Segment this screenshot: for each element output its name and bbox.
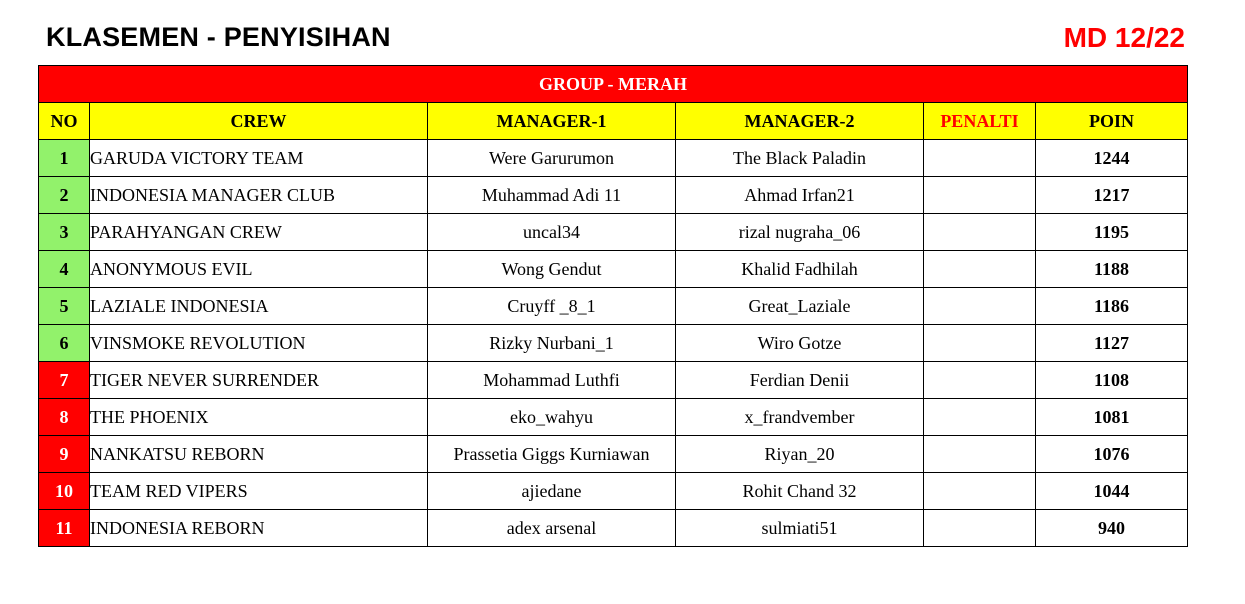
manager-2-cell: Khalid Fadhilah [676,251,924,288]
rank-cell: 6 [39,325,90,362]
manager-1-cell: Were Garurumon [428,140,676,177]
rank-cell: 11 [39,510,90,547]
table-row [39,214,1188,251]
rank-cell: 9 [39,436,90,473]
manager-2-cell: The Black Paladin [676,140,924,177]
points-cell: 1186 [1036,288,1188,325]
manager-1-cell: ajiedane [428,473,676,510]
penalty-cell [924,288,1036,325]
penalty-cell [924,140,1036,177]
manager-2-cell: Great_Laziale [676,288,924,325]
crew-name-cell: TIGER NEVER SURRENDER [90,362,428,399]
crew-name-cell: NANKATSU REBORN [90,436,428,473]
table-row [39,436,1188,473]
points-cell: 1188 [1036,251,1188,288]
manager-1-cell: Cruyff _8_1 [428,288,676,325]
column-header-penalty: PENALTI [924,103,1036,140]
column-header-no: NO [39,103,90,140]
penalty-cell [924,214,1036,251]
table-row [39,177,1188,214]
crew-name-cell: TEAM RED VIPERS [90,473,428,510]
points-cell: 1195 [1036,214,1188,251]
points-cell: 1217 [1036,177,1188,214]
crew-name-cell: LAZIALE INDONESIA [90,288,428,325]
penalty-cell [924,177,1036,214]
rank-cell: 8 [39,399,90,436]
column-header-points: POIN [1036,103,1188,140]
points-cell: 1076 [1036,436,1188,473]
standings-body [39,140,1188,547]
penalty-cell [924,251,1036,288]
page-title: KLASEMEN - PENYISIHAN [46,22,391,52]
crew-name-cell: INDONESIA REBORN [90,510,428,547]
penalty-cell [924,325,1036,362]
table-row [39,473,1188,510]
table-row [39,325,1188,362]
manager-1-cell: Rizky Nurbani_1 [428,325,676,362]
manager-2-cell: x_frandvember [676,399,924,436]
rank-cell: 5 [39,288,90,325]
penalty-cell [924,436,1036,473]
crew-name-cell: ANONYMOUS EVIL [90,251,428,288]
manager-1-cell: Muhammad Adi 11 [428,177,676,214]
manager-2-cell: Riyan_20 [676,436,924,473]
group-name: GROUP - MERAH [39,66,1188,103]
manager-2-cell: Wiro Gotze [676,325,924,362]
manager-2-cell: sulmiati51 [676,510,924,547]
rank-cell: 7 [39,362,90,399]
rank-cell: 2 [39,177,90,214]
manager-1-cell: uncal34 [428,214,676,251]
points-cell: 1244 [1036,140,1188,177]
crew-name-cell: THE PHOENIX [90,399,428,436]
crew-name-cell: INDONESIA MANAGER CLUB [90,177,428,214]
points-cell: 1108 [1036,362,1188,399]
manager-1-cell: Mohammad Luthfi [428,362,676,399]
penalty-cell [924,510,1036,547]
penalty-cell [924,399,1036,436]
column-header-row [39,103,1188,140]
crew-name-cell: VINSMOKE REVOLUTION [90,325,428,362]
manager-2-cell: rizal nugraha_06 [676,214,924,251]
table-row [39,140,1188,177]
points-cell: 940 [1036,510,1188,547]
penalty-cell [924,362,1036,399]
manager-1-cell: eko_wahyu [428,399,676,436]
points-cell: 1081 [1036,399,1188,436]
table-row [39,399,1188,436]
crew-name-cell: PARAHYANGAN CREW [90,214,428,251]
manager-2-cell: Ferdian Denii [676,362,924,399]
manager-2-cell: Rohit Chand 32 [676,473,924,510]
table-row [39,251,1188,288]
column-header-manager-1: MANAGER-1 [428,103,676,140]
standings-table [38,65,1188,547]
rank-cell: 10 [39,473,90,510]
group-banner-row [39,66,1188,103]
manager-2-cell: Ahmad Irfan21 [676,177,924,214]
column-header-crew: CREW [90,103,428,140]
table-row [39,362,1188,399]
manager-1-cell: Wong Gendut [428,251,676,288]
rank-cell: 3 [39,214,90,251]
table-row [39,510,1188,547]
penalty-cell [924,473,1036,510]
table-row [39,288,1188,325]
rank-cell: 1 [39,140,90,177]
manager-1-cell: adex arsenal [428,510,676,547]
column-header-manager-2: MANAGER-2 [676,103,924,140]
rank-cell: 4 [39,251,90,288]
crew-name-cell: GARUDA VICTORY TEAM [90,140,428,177]
matchday-label: MD 12/22 [1063,22,1185,53]
points-cell: 1044 [1036,473,1188,510]
points-cell: 1127 [1036,325,1188,362]
manager-1-cell: Prassetia Giggs Kurniawan [428,436,676,473]
